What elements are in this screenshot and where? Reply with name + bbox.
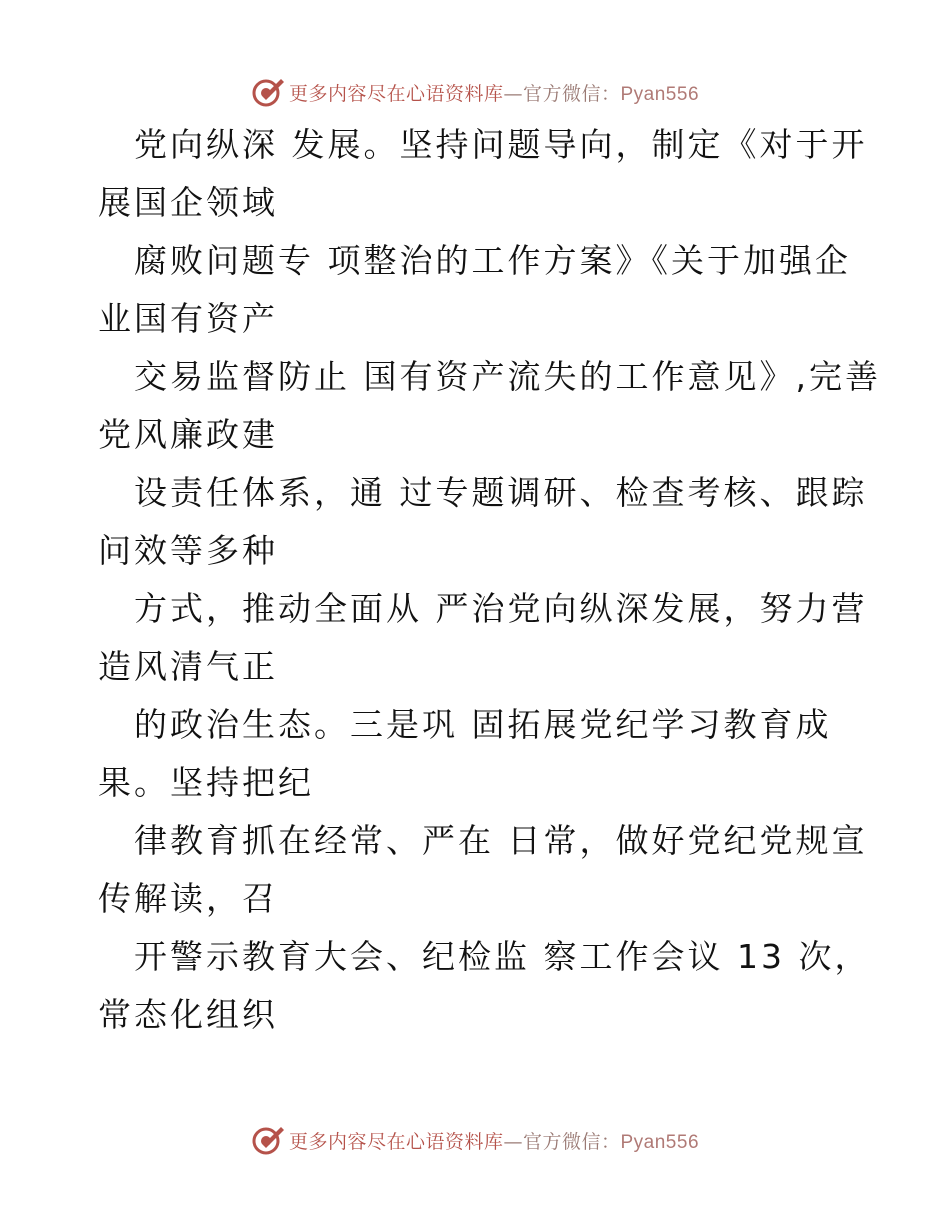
- text-line: 传解读，召: [98, 879, 278, 918]
- text-line: 果。坚持把纪: [98, 763, 314, 802]
- pen-logo-icon: [251, 1123, 285, 1157]
- text-line: 问效等多种: [98, 531, 278, 570]
- text-line: 业国有资产: [98, 299, 278, 338]
- banner-subtitle: —官方微信：: [503, 1130, 621, 1153]
- banner-subtitle: —官方微信：: [503, 82, 621, 105]
- text-line: 常态化组织: [98, 995, 278, 1034]
- text-line: 党向纵深 发展。坚持问题导向，制定《对于开: [134, 125, 868, 164]
- banner-brand: Pyan556: [620, 1131, 700, 1153]
- text-line: 的政治生态。三是巩 固拓展党纪学习教育成: [134, 705, 832, 744]
- text-line: 律教育抓在经常、严在 日常，做好党纪党规宣: [134, 821, 868, 860]
- footer-watermark-banner: [0, 1120, 950, 1160]
- text-line: 党风廉政建: [98, 415, 278, 454]
- text-line: 方式，推动全面从 严治党向纵深发展，努力营: [134, 589, 868, 628]
- text-line: 展国企领域: [98, 183, 278, 222]
- header-watermark-banner: [0, 72, 950, 112]
- text-line: 腐败问题专 项整治的工作方案》《关于加强企: [134, 241, 851, 280]
- banner-title: 更多内容尽在心语资料库: [288, 1130, 504, 1153]
- body-paragraph: [98, 116, 881, 1044]
- pen-logo-icon: [251, 75, 285, 109]
- banner-title: 更多内容尽在心语资料库: [288, 82, 504, 105]
- text-line: 造风清气正: [98, 647, 278, 686]
- text-line: 开警示教育大会、纪检监 察工作会议 13 次，: [134, 937, 871, 976]
- text-line: 交易监督防止 国有资产流失的工作意见》,完善: [134, 357, 881, 396]
- banner-brand: Pyan556: [620, 83, 700, 105]
- text-line: 设责任体系，通 过专题调研、检查考核、跟踪: [134, 473, 868, 512]
